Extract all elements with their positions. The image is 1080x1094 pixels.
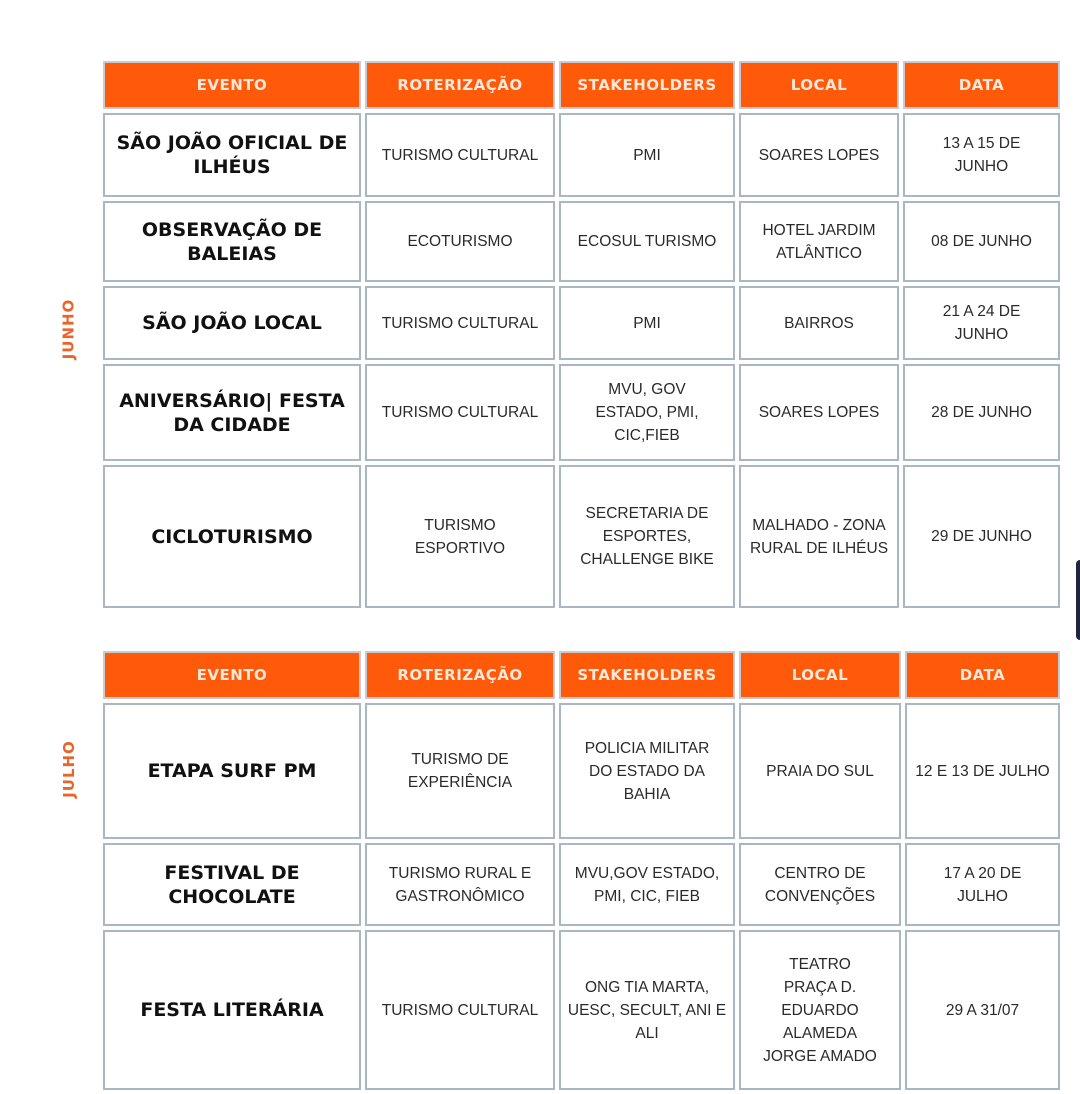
cell-local: SOARES LOPES [739,364,899,461]
cell-evento: ETAPA SURF PM [103,703,361,839]
cell-roterizacao: TURISMO CULTURAL [365,930,555,1090]
events-table-junho [99,57,1064,612]
table-row [103,930,1060,1090]
cell-stakeholders: PMI [559,286,735,360]
header-stakeholders: STAKEHOLDERS [559,61,735,109]
header-evento: EVENTO [103,651,361,699]
cell-data: 28 DE JUNHO [903,364,1060,461]
cell-stakeholders: ONG TIA MARTA, UESC, SECULT, ANI E ALI [559,930,735,1090]
cell-evento: SÃO JOÃO LOCAL [103,286,361,360]
header-data: DATA [905,651,1060,699]
table-row [103,201,1060,282]
header-roterizacao: ROTERIZAÇÃO [365,651,555,699]
cell-stakeholders: MVU,GOV ESTADO, PMI, CIC, FIEB [559,843,735,926]
cell-roterizacao: TURISMO CULTURAL [365,286,555,360]
cell-roterizacao: ECOTURISMO [365,201,555,282]
cell-stakeholders: SECRETARIA DE ESPORTES, CHALLENGE BIKE [559,465,735,608]
cell-local: CENTRO DE CONVENÇÕES [739,843,901,926]
cell-evento: CICLOTURISMO [103,465,361,608]
cell-data: 29 DE JUNHO [903,465,1060,608]
table-row [103,703,1060,839]
cell-local: TEATRO PRAÇA D. EDUARDO ALAMEDA JORGE AMADO [739,930,901,1090]
cell-evento: ANIVERSÁRIO| FESTA DA CIDADE [103,364,361,461]
cell-evento: FESTA LITERÁRIA [103,930,361,1090]
decorative-edge-shape [1076,560,1080,640]
cell-roterizacao: TURISMO CULTURAL [365,113,555,197]
cell-stakeholders: PMI [559,113,735,197]
events-table-julho [99,647,1064,1094]
header-local: LOCAL [739,61,899,109]
cell-stakeholders: POLICIA MILITAR DO ESTADO DA BAHIA [559,703,735,839]
cell-local: MALHADO - ZONA RURAL DE ILHÉUS [739,465,899,608]
cell-roterizacao: TURISMO ESPORTIVO [365,465,555,608]
cell-stakeholders: ECOSUL TURISMO [559,201,735,282]
cell-stakeholders: MVU, GOV ESTADO, PMI, CIC,FIEB [559,364,735,461]
month-label-junho: JUNHO [59,298,78,360]
table-row [103,364,1060,461]
cell-local: PRAIA DO SUL [739,703,901,839]
cell-evento: FESTIVAL DE CHOCOLATE [103,843,361,926]
cell-local: SOARES LOPES [739,113,899,197]
cell-data: 29 A 31/07 [905,930,1060,1090]
header-roterizacao: ROTERIZAÇÃO [365,61,555,109]
cell-evento: OBSERVAÇÃO DE BALEIAS [103,201,361,282]
table-header-row [103,651,1060,699]
cell-roterizacao: TURISMO DE EXPERIÊNCIA [365,703,555,839]
cell-roterizacao: TURISMO RURAL E GASTRONÔMICO [365,843,555,926]
cell-data: 17 A 20 DE JULHO [905,843,1060,926]
cell-local: HOTEL JARDIM ATLÂNTICO [739,201,899,282]
table-row [103,465,1060,608]
cell-data: 13 A 15 DE JUNHO [903,113,1060,197]
table-row [103,286,1060,360]
header-evento: EVENTO [103,61,361,109]
cell-local: BAIRROS [739,286,899,360]
cell-data: 08 DE JUNHO [903,201,1060,282]
header-stakeholders: STAKEHOLDERS [559,651,735,699]
month-label-julho: JULHO [59,740,78,798]
cell-roterizacao: TURISMO CULTURAL [365,364,555,461]
table-row [103,113,1060,197]
table-row [103,843,1060,926]
header-data: DATA [903,61,1060,109]
header-local: LOCAL [739,651,901,699]
table-header-row [103,61,1060,109]
cell-evento: SÃO JOÃO OFICIAL DE ILHÉUS [103,113,361,197]
cell-data: 21 A 24 DE JUNHO [903,286,1060,360]
cell-data: 12 E 13 DE JULHO [905,703,1060,839]
